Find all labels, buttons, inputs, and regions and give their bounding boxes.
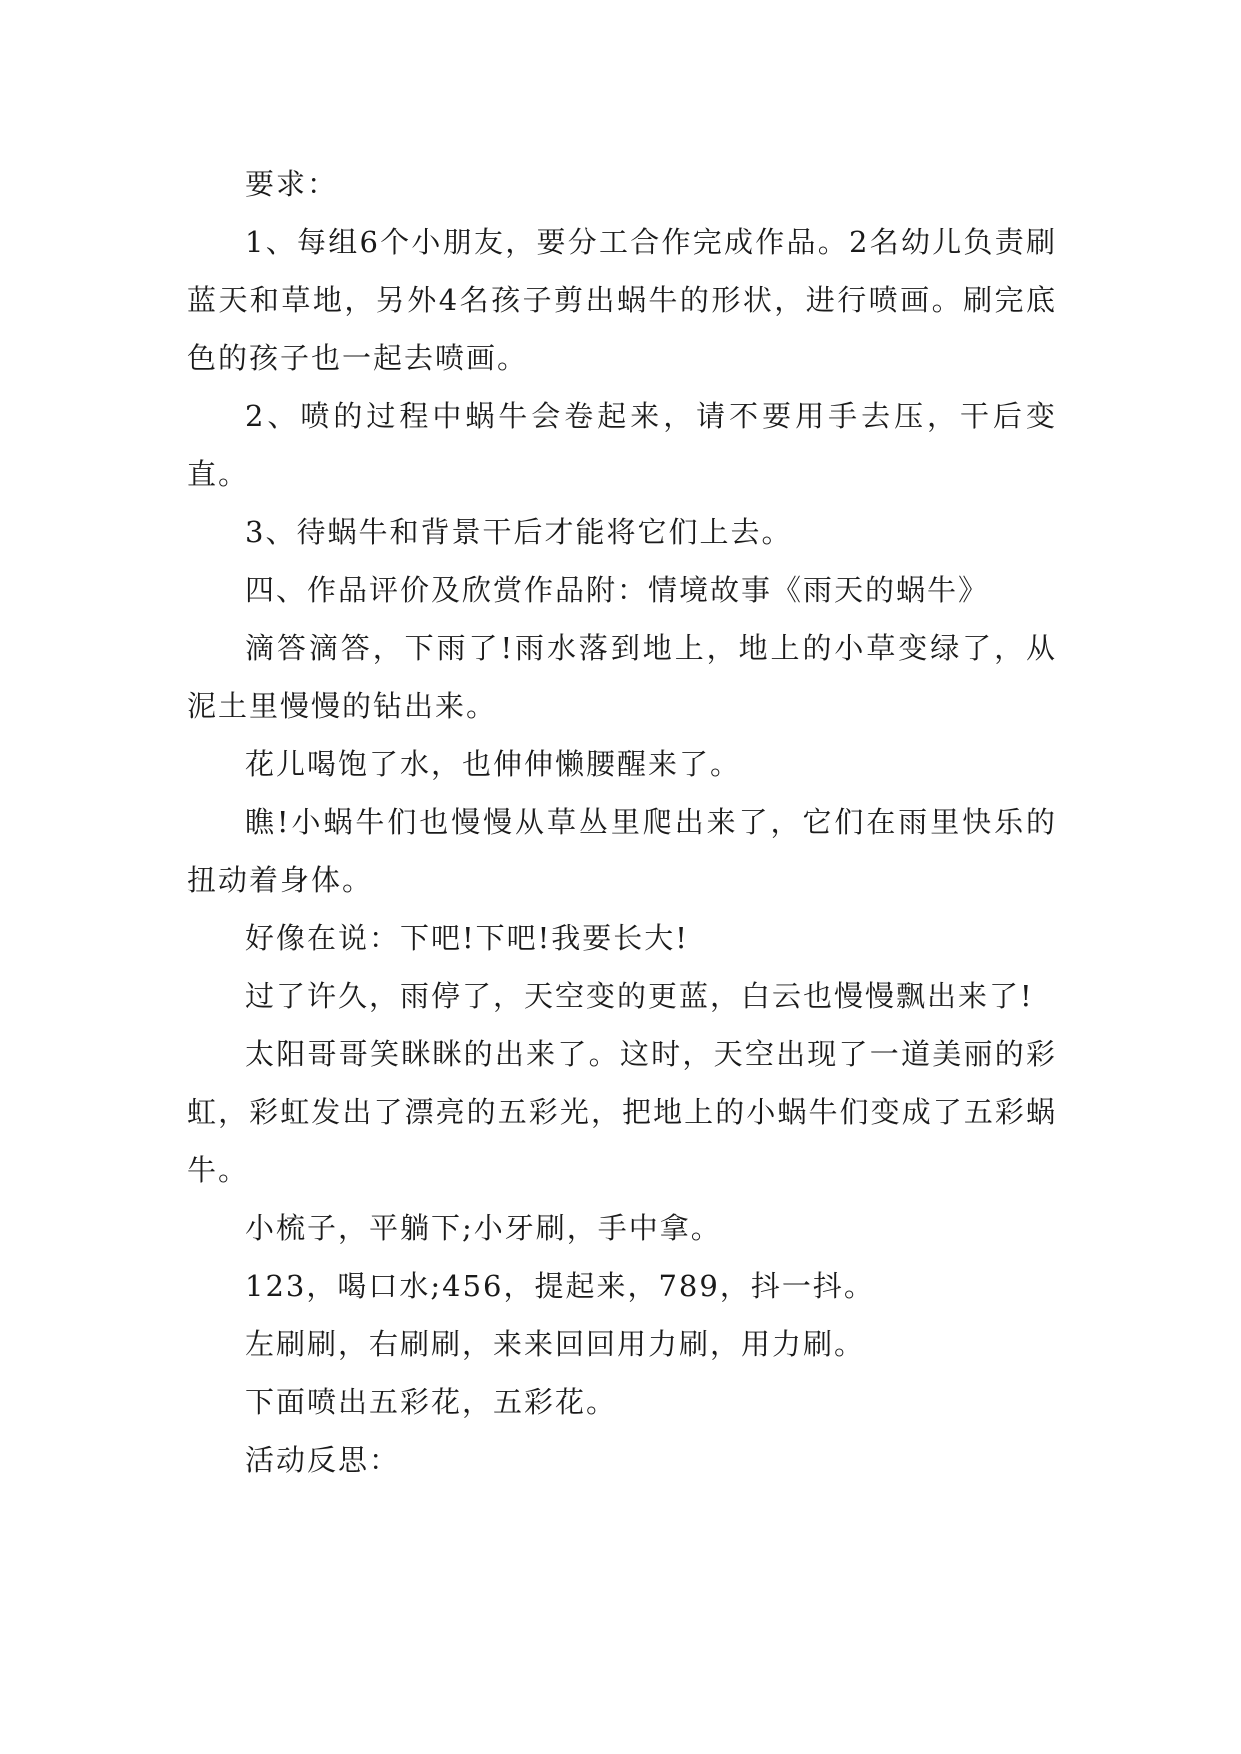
paragraph-rhyme-2: 123，喝口水;456，提起来，789，抖一抖。 xyxy=(245,1269,875,1303)
paragraph-rhyme-1: 小梳子，平躺下;小牙刷，手中拿。 xyxy=(245,1211,722,1245)
paragraph-story-1: 滴答滴答，下雨了!雨水落到地上，地上的小草变绿了，从泥土里慢慢的钻出来。 xyxy=(187,631,1057,723)
paragraph-story-5: 过了许久，雨停了，天空变的更蓝，白云也慢慢飘出来了! xyxy=(245,979,1034,1013)
paragraph-story-6: 太阳哥哥笑眯眯的出来了。这时，天空出现了一道美丽的彩虹，彩虹发出了漂亮的五彩光，把地上的小蜗牛们变成了五彩蜗牛。 xyxy=(187,1037,1057,1187)
paragraph-section-four-heading: 四、作品评价及欣赏作品附：情境故事《雨天的蜗牛》 xyxy=(245,573,990,607)
paragraph-story-3: 瞧!小蜗牛们也慢慢从草丛里爬出来了，它们在雨里快乐的扭动着身体。 xyxy=(187,805,1057,897)
paragraph-reflection-heading: 活动反思： xyxy=(245,1443,401,1477)
paragraph-requirement-1: 1、每组6个小朋友，要分工合作完成作品。2名幼儿负责刷蓝天和草地，另外4名孩子剪出蜗牛的形状，进行喷画。刷完底色的孩子也一起去喷画。 xyxy=(187,225,1057,375)
paragraph-rhyme-3: 左刷刷，右刷刷，来来回回用力刷，用力刷。 xyxy=(245,1327,866,1361)
paragraph-story-2: 花儿喝饱了水，也伸伸懒腰醒来了。 xyxy=(245,747,742,781)
paragraph-requirement-2: 2、喷的过程中蜗牛会卷起来，请不要用手去压，干后变直。 xyxy=(187,399,1057,491)
paragraph-requirements-heading: 要求： xyxy=(245,167,339,201)
paragraph-rhyme-4: 下面喷出五彩花，五彩花。 xyxy=(245,1385,618,1419)
paragraph-story-4: 好像在说：下吧!下吧!我要长大! xyxy=(245,921,689,955)
document-body xyxy=(187,155,1057,1489)
paragraph-requirement-3: 3、待蜗牛和背景干后才能将它们上去。 xyxy=(245,515,793,549)
